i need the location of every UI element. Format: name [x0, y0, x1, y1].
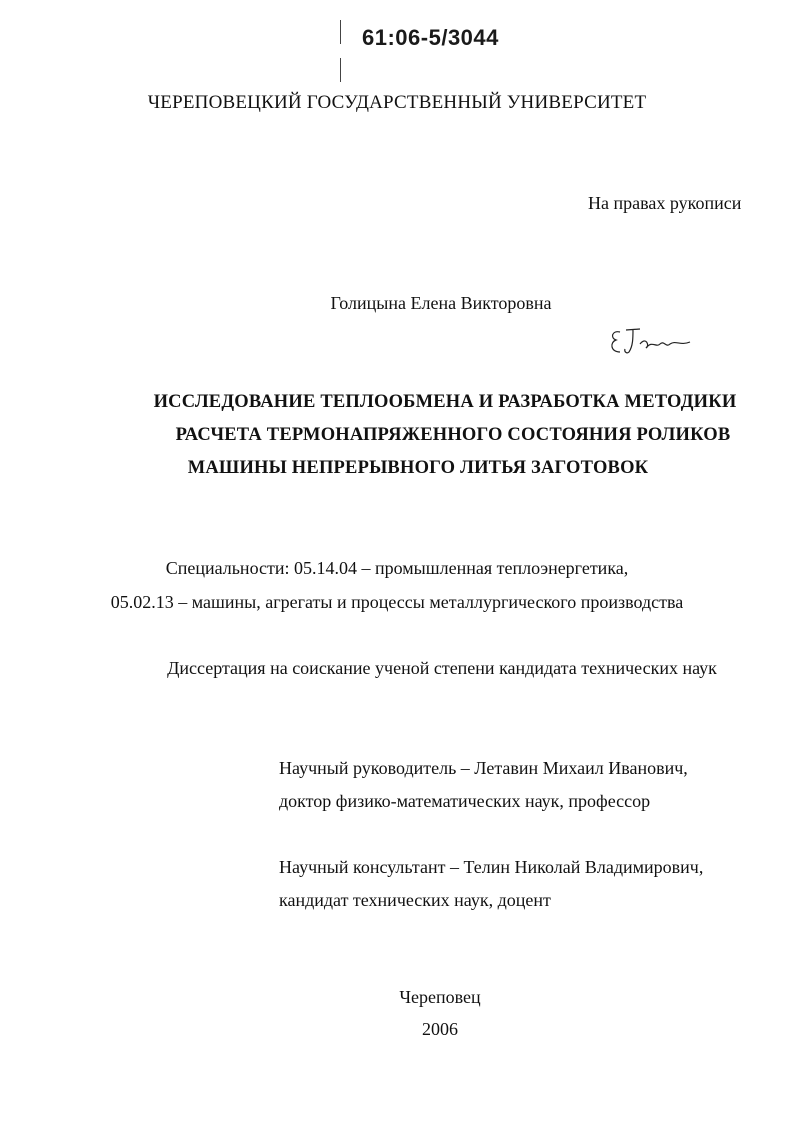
- city: Череповец: [399, 987, 481, 1007]
- university-name: ЧЕРЕПОВЕЦКИЙ ГОСУДАРСТВЕННЫЙ УНИВЕРСИТЕТ: [147, 92, 647, 113]
- supervisor-credentials: доктор физико-математических наук, профессор: [279, 791, 651, 811]
- margin-rule-top: [340, 20, 341, 44]
- specialties-line-2: 05.02.13 – машины, агрегаты и процессы металлургического производства: [110, 592, 684, 612]
- supervisor-name: Научный руководитель – Летавин Михаил Иванович,: [279, 758, 688, 778]
- specialties-line-1: Специальности: 05.14.04 – промышленная теплоэнергетика,: [165, 558, 629, 578]
- library-stamp-code: 61:06-5/3044: [362, 25, 499, 50]
- thesis-title-line-3: МАШИНЫ НЕПРЕРЫВНОГО ЛИТЬЯ ЗАГОТОВОК: [187, 458, 649, 478]
- handwritten-signature: [606, 322, 696, 358]
- margin-rule-bottom: [340, 58, 341, 82]
- year: 2006: [422, 1019, 458, 1039]
- manuscript-rights-note: На правах рукописи: [588, 193, 742, 213]
- consultant-name: Научный консультант – Телин Николай Владимирович,: [279, 857, 704, 877]
- consultant-credentials: кандидат технических наук, доцент: [279, 890, 551, 910]
- thesis-title-line-2: РАСЧЕТА ТЕРМОНАПРЯЖЕННОГО СОСТОЯНИЯ РОЛИКОВ: [175, 425, 731, 445]
- author-name: Голицына Елена Викторовна: [330, 293, 552, 313]
- dissertation-degree: Диссертация на соискание ученой степени кандидата технических наук: [167, 658, 717, 678]
- thesis-title-line-1: ИССЛЕДОВАНИЕ ТЕПЛООБМЕНА И РАЗРАБОТКА МЕТОДИКИ: [153, 392, 737, 412]
